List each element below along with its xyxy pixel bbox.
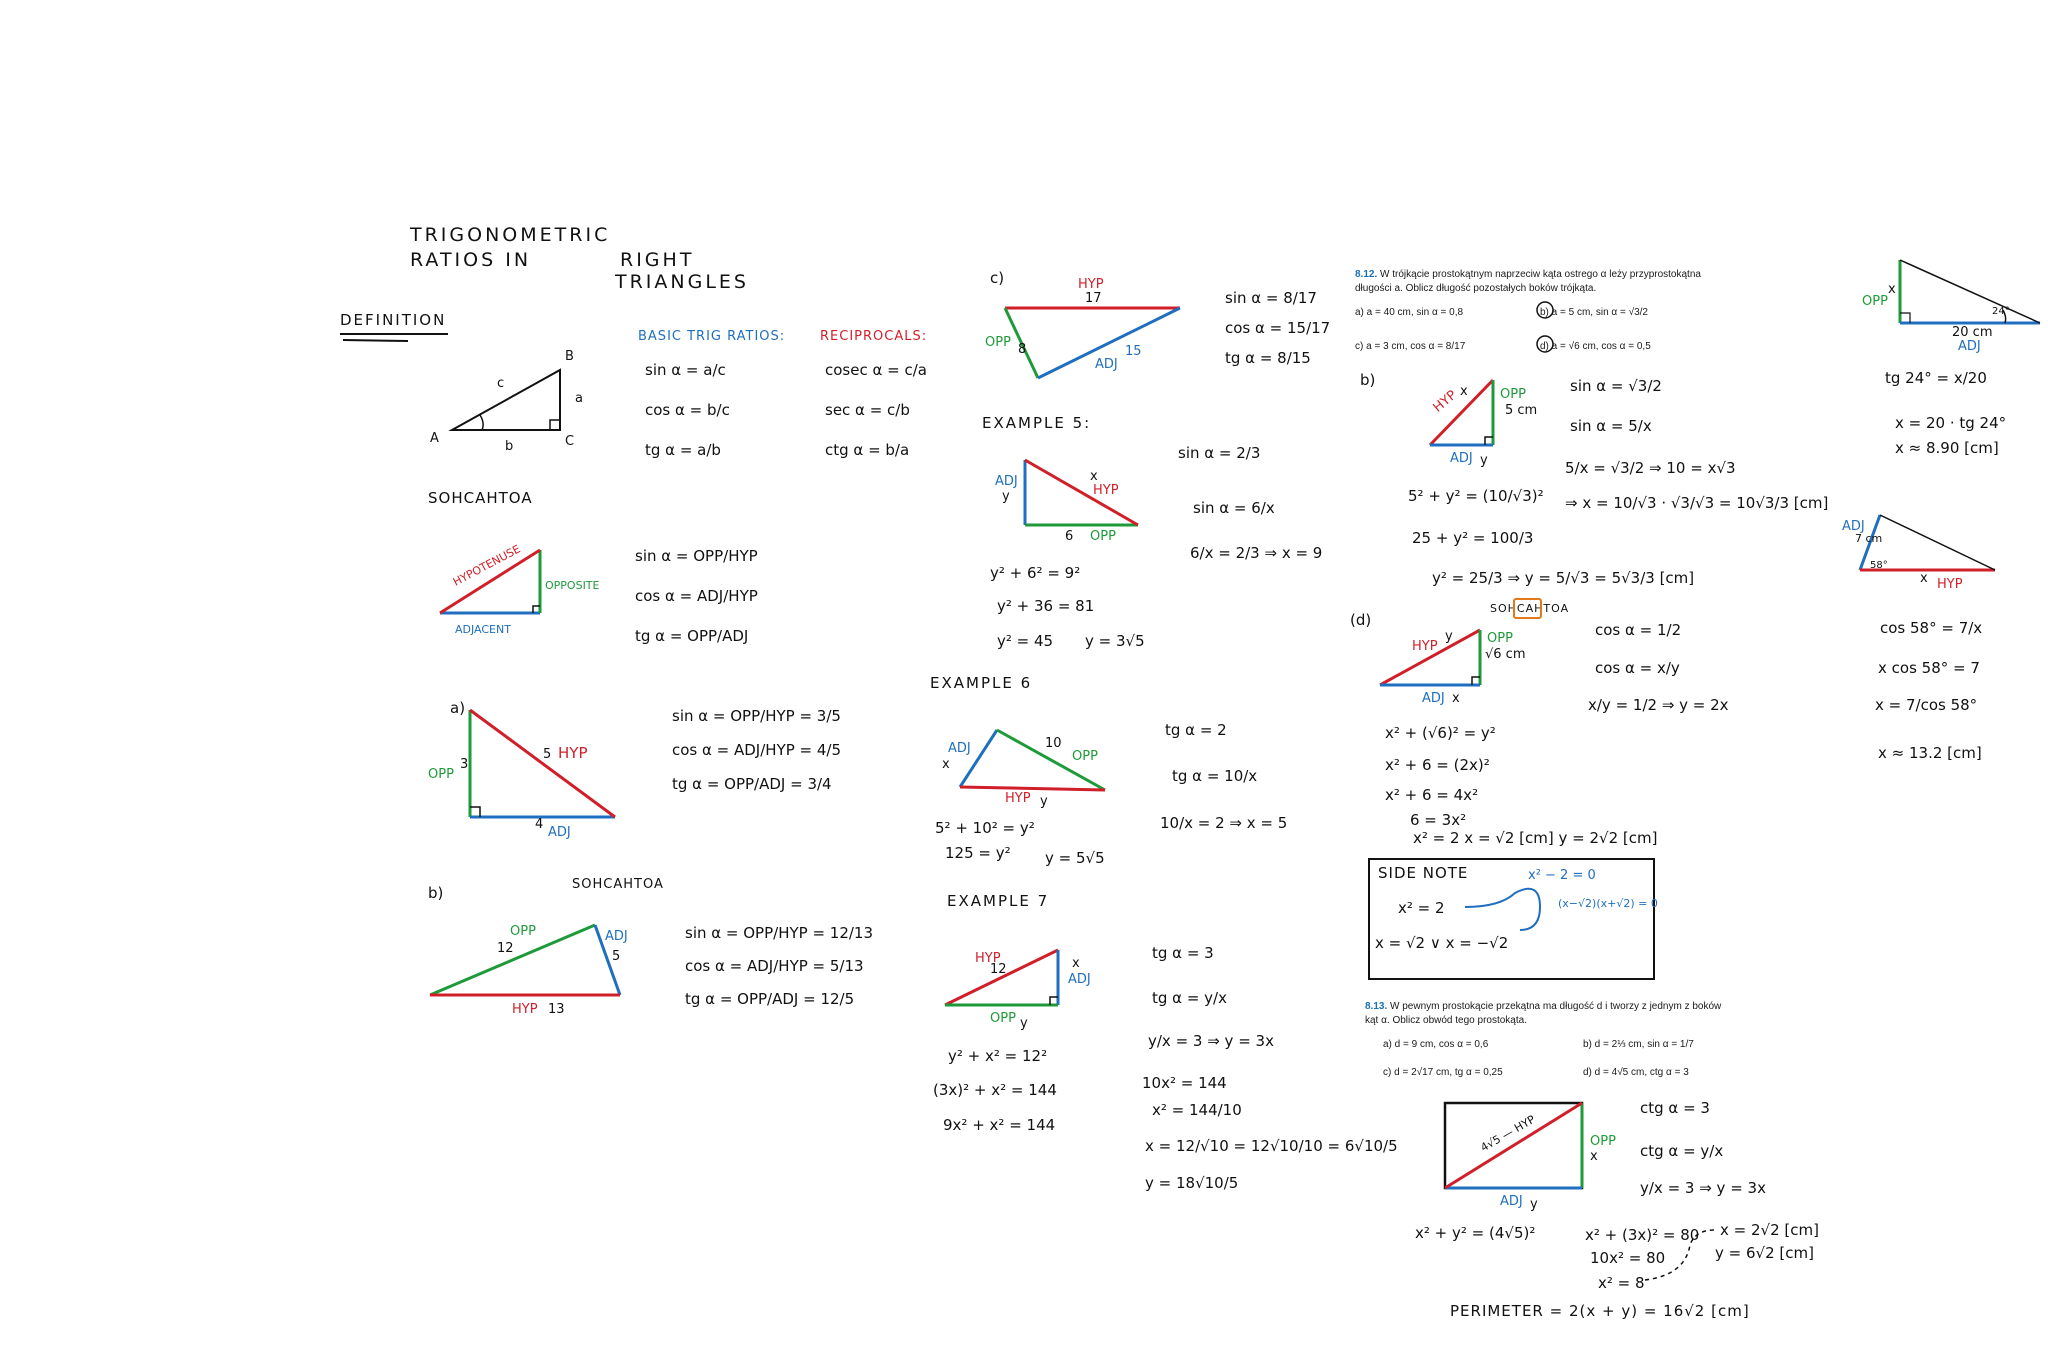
sol-b-left-2: 25 + y² = 100/3 bbox=[1412, 529, 1534, 547]
sol-813-adj-label: ADJ bbox=[1500, 1194, 1523, 1209]
ex5-side-y: y bbox=[1002, 489, 1010, 504]
task-812-a: a) a = 40 cm, sin α = 0,8 bbox=[1355, 307, 1464, 318]
ex6-line-3: y = 5√5 bbox=[1045, 849, 1105, 867]
side-note-top: x² − 2 = 0 bbox=[1528, 868, 1596, 883]
sol-813-mid-2: 10x² = 80 bbox=[1590, 1249, 1666, 1267]
task-813 bbox=[1365, 1000, 1795, 1027]
ex6-line-2: 125 = y² bbox=[945, 844, 1011, 862]
sol-813-perimeter: PERIMETER = 2(x + y) = 16√2 [cm] bbox=[1450, 1302, 1750, 1320]
sol-813-x: x bbox=[1590, 1149, 1598, 1164]
sol-813-right-1: ctg α = 3 bbox=[1640, 1099, 1710, 1117]
right-tri-2-adj: ADJ bbox=[1842, 519, 1865, 534]
ex-a-label: a) bbox=[450, 699, 466, 717]
sol-d-line-5: x² = 2 x = √2 [cm] y = 2√2 [cm] bbox=[1413, 829, 1658, 847]
sol-813-mid-1: x² + (3x)² = 80 bbox=[1585, 1226, 1700, 1244]
sol-b-cah-box bbox=[1513, 597, 1543, 621]
ex-a-sin: sin α = OPP/HYP = 3/5 bbox=[672, 707, 841, 725]
right-tri-2-angle: 58° bbox=[1870, 560, 1888, 571]
task-812-text-1: W trójkącie prostokątnym naprzeciw kąta ostrego α leży przyprostokątna bbox=[1380, 269, 1701, 280]
ex-a-side-5: 5 bbox=[543, 747, 552, 762]
sol-b-hyp-label: HYP bbox=[1430, 387, 1460, 416]
reciprocals-heading: RECIPROCALS: bbox=[820, 329, 928, 344]
right-tri-2-hyp: HYP bbox=[1937, 577, 1963, 592]
sol-b-right-4: ⇒ x = 10/√3 · √3/√3 = 10√3/3 [cm] bbox=[1565, 494, 1829, 512]
right-tri-2-side: 7 cm bbox=[1855, 532, 1883, 545]
right-tri-2-line-2: x cos 58° = 7 bbox=[1878, 659, 1980, 677]
right-tri-1-opp: OPP bbox=[1862, 294, 1888, 309]
ex-b-opp-label: OPP bbox=[510, 924, 536, 939]
right-tri-1-angle: 24° bbox=[1992, 306, 2010, 317]
ex5-right-3: 6/x = 2/3 ⇒ x = 9 bbox=[1190, 544, 1323, 562]
sol-d-hyp-label: HYP bbox=[1412, 639, 1438, 654]
sol-b-side: 5 cm bbox=[1505, 403, 1538, 418]
task-812 bbox=[1355, 268, 1745, 295]
task-812-circles bbox=[1535, 300, 1555, 354]
ex-b-sin: sin α = OPP/HYP = 12/13 bbox=[685, 924, 874, 942]
label-b: b bbox=[505, 439, 514, 454]
task-813-number: 8.13. bbox=[1365, 1001, 1388, 1012]
definition-underline bbox=[338, 332, 458, 344]
right-tri-1-line-1: tg 24° = x/20 bbox=[1885, 369, 1987, 387]
ex6-side-10: 10 bbox=[1045, 736, 1062, 751]
ex5-line-1: y² + 6² = 9² bbox=[990, 564, 1081, 582]
ex5-line-2: y² + 36 = 81 bbox=[997, 597, 1095, 615]
sol-813-y: y bbox=[1530, 1197, 1538, 1212]
ex-a-adj-label: ADJ bbox=[548, 825, 571, 840]
task-813-a: a) d = 9 cm, cos α = 0,6 bbox=[1383, 1039, 1489, 1050]
ex-a-side-4: 4 bbox=[535, 817, 544, 832]
ex7-heading: EXAMPLE 7 bbox=[947, 892, 1050, 910]
sol-b-right-3: 5/x = √3/2 ⇒ 10 = x√3 bbox=[1565, 459, 1736, 477]
ex-c-side-8: 8 bbox=[1018, 342, 1027, 357]
ex7-right-6: x = 12/√10 = 12√10/10 = 6√10/5 bbox=[1145, 1137, 1398, 1155]
side-note-arrow bbox=[1460, 885, 1560, 935]
right-tri-1-x: x bbox=[1888, 282, 1896, 297]
side-note-eq-1: x² = 2 bbox=[1398, 899, 1445, 917]
ex6-line-1: 5² + 10² = y² bbox=[935, 819, 1035, 837]
sol-813-left: x² + y² = (4√5)² bbox=[1415, 1224, 1536, 1242]
title-line-2: RATIOS IN bbox=[410, 249, 532, 271]
ex-a-hyp-label: HYP bbox=[558, 744, 588, 762]
sol-b-left-3: y² = 25/3 ⇒ y = 5/√3 = 5√3/3 [cm] bbox=[1432, 569, 1695, 587]
ex6-heading: EXAMPLE 6 bbox=[930, 674, 1033, 692]
task-812-number: 8.12. bbox=[1355, 269, 1378, 280]
ex-b-heading: SOHCAHTOA bbox=[572, 877, 664, 892]
right-tri-1-line-3: x ≈ 8.90 [cm] bbox=[1895, 439, 1999, 457]
ex-b-tg: tg α = OPP/ADJ = 12/5 bbox=[685, 990, 855, 1008]
sol-b-opp-label: OPP bbox=[1500, 387, 1526, 402]
right-tri-1-adj: ADJ bbox=[1958, 339, 1981, 354]
reciprocal-sec: sec α = c/b bbox=[825, 401, 910, 419]
task-813-c: c) d = 2√17 cm, tg α = 0,25 bbox=[1383, 1067, 1503, 1078]
definition-heading: DEFINITION bbox=[340, 311, 447, 329]
task-813-text-2: kąt α. Oblicz obwód tego prostokąta. bbox=[1365, 1014, 1527, 1026]
ex6-opp-label: OPP bbox=[1072, 749, 1098, 764]
ex-a-triangle bbox=[465, 705, 630, 825]
sol-813-right-3: y/x = 3 ⇒ y = 3x bbox=[1640, 1179, 1766, 1197]
ex-c-tg: tg α = 8/15 bbox=[1225, 349, 1311, 367]
ex7-right-2: tg α = y/x bbox=[1152, 989, 1227, 1007]
ex-c-triangle bbox=[1000, 300, 1185, 385]
title-line-3: TRIANGLES bbox=[615, 271, 749, 293]
sol-d-line-4: 6 = 3x² bbox=[1410, 811, 1467, 829]
right-tri-1 bbox=[1895, 255, 2045, 330]
ex-b-hyp-label: HYP bbox=[512, 1002, 538, 1017]
ex6-side-y: y bbox=[1040, 794, 1048, 809]
task-812-c: c) a = 3 cm, cos α = 8/17 bbox=[1355, 341, 1466, 352]
sol-d-adj-label: ADJ bbox=[1422, 691, 1445, 706]
ex-a-side-3: 3 bbox=[460, 757, 469, 772]
side-note-factored: (x−√2)(x+√2) = 0 bbox=[1558, 897, 1658, 910]
ex5-line-4: y = 3√5 bbox=[1085, 632, 1145, 650]
basic-ratio-tg: tg α = a/b bbox=[645, 441, 721, 459]
title-line-1: TRIGONOMETRIC bbox=[410, 224, 611, 246]
sol-d-y: y bbox=[1445, 629, 1453, 644]
sohcahtoa-opp-label: OPPOSITE bbox=[545, 579, 600, 592]
sol-d-label: (d) bbox=[1350, 611, 1372, 629]
task-813-d: d) d = 4√5 cm, ctg α = 3 bbox=[1583, 1067, 1689, 1078]
ex7-side-y: y bbox=[1020, 1016, 1028, 1031]
title-line-2b: RIGHT bbox=[620, 249, 695, 271]
sol-813-mid-3: x² = 8 bbox=[1598, 1274, 1645, 1292]
ex-c-hyp-label: HYP bbox=[1078, 277, 1104, 292]
sohcahtoa-heading: SOHCAHTOA bbox=[428, 489, 533, 507]
ex-c-cos: cos α = 15/17 bbox=[1225, 319, 1331, 337]
sol-813-rectangle bbox=[1442, 1100, 1587, 1192]
sol-b-sohcahtoa-text: SOHCAHTOA bbox=[1490, 602, 1570, 615]
ex-b-adj-label: ADJ bbox=[605, 929, 628, 944]
ex6-adj-label: ADJ bbox=[948, 741, 971, 756]
label-B: B bbox=[565, 349, 574, 364]
ex7-right-3: y/x = 3 ⇒ y = 3x bbox=[1148, 1032, 1274, 1050]
sol-d-side: √6 cm bbox=[1485, 647, 1526, 662]
label-A: A bbox=[430, 431, 439, 446]
right-tri-1-side: 20 cm bbox=[1952, 325, 1993, 340]
sohcahtoa-cos: cos α = ADJ/HYP bbox=[635, 587, 758, 605]
side-note-heading: SIDE NOTE bbox=[1378, 864, 1469, 882]
ex5-opp-label: OPP bbox=[1090, 529, 1116, 544]
reciprocal-ctg: ctg α = b/a bbox=[825, 441, 910, 459]
ex-b-side-13: 13 bbox=[548, 1002, 565, 1017]
task-813-b: b) d = 2⅓ cm, sin α = 1/7 bbox=[1583, 1039, 1694, 1050]
ex7-line-1: y² + x² = 12² bbox=[948, 1047, 1048, 1065]
right-tri-2-line-1: cos 58° = 7/x bbox=[1880, 619, 1983, 637]
ex5-right-2: sin α = 6/x bbox=[1193, 499, 1275, 517]
sol-813-diag: 4√5 — HYP bbox=[1478, 1112, 1538, 1155]
ex5-side-6: 6 bbox=[1065, 529, 1074, 544]
right-tri-2-line-4: x ≈ 13.2 [cm] bbox=[1878, 744, 1982, 762]
ex7-opp-label: OPP bbox=[990, 1011, 1016, 1026]
basic-ratio-cos: cos α = b/c bbox=[645, 401, 730, 419]
ex6-right-2: tg α = 10/x bbox=[1172, 767, 1258, 785]
sol-b-x: x bbox=[1460, 384, 1468, 399]
ex-c-opp-label: OPP bbox=[985, 335, 1011, 350]
ex-a-tg: tg α = OPP/ADJ = 3/4 bbox=[672, 775, 832, 793]
ex-a-opp-label: OPP bbox=[428, 767, 454, 782]
sohcahtoa-tg: tg α = OPP/ADJ bbox=[635, 627, 749, 645]
ex-b-label: b) bbox=[428, 884, 444, 902]
ex5-right-1: sin α = 2/3 bbox=[1178, 444, 1261, 462]
sol-d-right-1: cos α = 1/2 bbox=[1595, 621, 1682, 639]
side-note-eq-2: x = √2 ∨ x = −√2 bbox=[1375, 934, 1509, 952]
sol-b-y: y bbox=[1480, 453, 1488, 468]
sohcahtoa-sin: sin α = OPP/HYP bbox=[635, 547, 758, 565]
sol-d-line-1: x² + (√6)² = y² bbox=[1385, 724, 1496, 742]
ex7-hyp-label: HYP bbox=[975, 951, 1001, 966]
right-tri-2-line-3: x = 7/cos 58° bbox=[1875, 696, 1978, 714]
ex7-adj-label: ADJ bbox=[1068, 972, 1091, 987]
right-tri-1-line-2: x = 20 · tg 24° bbox=[1895, 414, 2007, 432]
ex-c-side-15: 15 bbox=[1125, 344, 1142, 359]
ex-b-cos: cos α = ADJ/HYP = 5/13 bbox=[685, 957, 864, 975]
ex7-right-1: tg α = 3 bbox=[1152, 944, 1214, 962]
sol-b-right-1: sin α = √3/2 bbox=[1570, 377, 1662, 395]
reciprocal-cosec: cosec α = c/a bbox=[825, 361, 927, 379]
ex6-right-1: tg α = 2 bbox=[1165, 721, 1227, 739]
ex7-line-2: (3x)² + x² = 144 bbox=[933, 1081, 1057, 1099]
sol-d-right-3: x/y = 1/2 ⇒ y = 2x bbox=[1588, 696, 1729, 714]
task-812-text-2: długości a. Oblicz długość pozostałych boków trójkąta. bbox=[1355, 282, 1597, 294]
ex-b-side-5: 5 bbox=[612, 949, 621, 964]
sol-b-label: b) bbox=[1360, 371, 1376, 389]
ex-c-side-17: 17 bbox=[1085, 291, 1102, 306]
sol-d-line-3: x² + 6 = 4x² bbox=[1385, 786, 1479, 804]
sol-813-res-2: y = 6√2 [cm] bbox=[1715, 1244, 1814, 1262]
ex7-right-4: 10x² = 144 bbox=[1142, 1074, 1227, 1092]
ex5-side-x: x bbox=[1090, 469, 1098, 484]
ex6-side-x: x bbox=[942, 757, 950, 772]
ex7-line-3: 9x² + x² = 144 bbox=[943, 1116, 1056, 1134]
ex6-hyp-label: HYP bbox=[1005, 791, 1031, 806]
sol-813-right-2: ctg α = y/x bbox=[1640, 1142, 1724, 1160]
sol-813-opp-label: OPP bbox=[1590, 1134, 1616, 1149]
task-812-d: d) a = √6 cm, cos α = 0,5 bbox=[1540, 341, 1651, 352]
ex5-heading: EXAMPLE 5: bbox=[982, 414, 1092, 432]
ex-c-adj-label: ADJ bbox=[1095, 357, 1118, 372]
sol-813-dashed-arrow bbox=[1640, 1225, 1720, 1285]
ex5-hyp-label: HYP bbox=[1093, 483, 1119, 498]
sol-813-res-1: x = 2√2 [cm] bbox=[1720, 1221, 1819, 1239]
basic-ratio-sin: sin α = a/c bbox=[645, 361, 726, 379]
task-813-text-1: W pewnym prostokącie przekątna ma długość d i tworzy z jednym z boków bbox=[1390, 1001, 1722, 1012]
ex-c-sin: sin α = 8/17 bbox=[1225, 289, 1317, 307]
ex7-side-12: 12 bbox=[990, 962, 1007, 977]
label-c: c bbox=[497, 376, 505, 391]
ex6-right-3: 10/x = 2 ⇒ x = 5 bbox=[1160, 814, 1288, 832]
sohcahtoa-adj-label: ADJACENT bbox=[455, 623, 511, 636]
ex-c-label: c) bbox=[990, 269, 1005, 287]
ex5-triangle bbox=[1020, 455, 1145, 530]
ex7-right-5: x² = 144/10 bbox=[1152, 1101, 1242, 1119]
sol-b-right-2: sin α = 5/x bbox=[1570, 417, 1652, 435]
ex7-right-7: y = 18√10/5 bbox=[1145, 1174, 1239, 1192]
sol-b-left-1: 5² + y² = (10/√3)² bbox=[1408, 487, 1544, 505]
sohcahtoa-hyp-label: HYPOTENUSE bbox=[450, 542, 523, 589]
ex7-side-x: x bbox=[1072, 956, 1080, 971]
label-C: C bbox=[565, 434, 575, 449]
sol-d-x: x bbox=[1452, 691, 1460, 706]
ex-b-side-12: 12 bbox=[497, 941, 514, 956]
sol-d-triangle bbox=[1375, 625, 1485, 690]
sol-b-adj-label: ADJ bbox=[1450, 451, 1473, 466]
basic-ratios-heading: BASIC TRIG RATIOS: bbox=[638, 329, 786, 344]
sol-d-opp-label: OPP bbox=[1487, 631, 1513, 646]
ex-a-cos: cos α = ADJ/HYP = 4/5 bbox=[672, 741, 842, 759]
sol-d-right-2: cos α = x/y bbox=[1595, 659, 1680, 677]
ex5-adj-label: ADJ bbox=[995, 474, 1018, 489]
right-tri-2-x: x bbox=[1920, 571, 1928, 586]
task-812-b: b) a = 5 cm, sin α = √3/2 bbox=[1540, 307, 1648, 318]
sol-d-line-2: x² + 6 = (2x)² bbox=[1385, 756, 1490, 774]
label-a: a bbox=[575, 391, 583, 406]
ex5-line-3: y² = 45 bbox=[997, 632, 1054, 650]
